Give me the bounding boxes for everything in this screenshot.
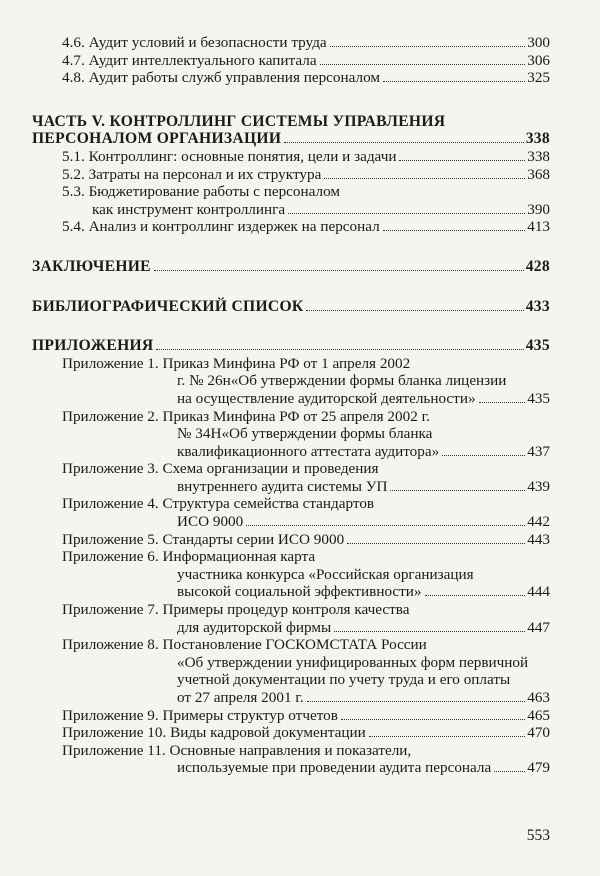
toc-entry-title: 5.1. Контроллинг: основные понятия, цели и задачи [62, 147, 397, 165]
toc-entry-title-cont: участника конкурса «Российская организация [177, 565, 474, 583]
dot-leader [154, 270, 524, 271]
toc-page-number: 442 [527, 513, 550, 531]
toc-entry-title-cont: как инструмент контроллинга [92, 200, 286, 218]
page-number: 553 [526, 827, 550, 844]
toc-heading [32, 258, 550, 276]
toc-appendix-entry [32, 707, 550, 725]
dot-leader [246, 525, 525, 526]
dot-leader [330, 46, 526, 47]
toc-entry-title-cont: квалификационного аттестата аудитора» [177, 442, 440, 460]
toc-entry-title: Приложение 2. Приказ Минфина РФ от 25 апреля 2002 г. [62, 407, 430, 425]
toc-entry-title-cont: на осуществление аудиторской деятельности» [177, 389, 476, 407]
toc-entry [32, 166, 550, 184]
toc-page-number: 479 [527, 759, 550, 777]
toc-entry-title: Приложение 1. Приказ Минфина РФ от 1 апреля 2002 [62, 354, 411, 372]
toc-page-number: 444 [527, 583, 550, 601]
toc-page-number: 338 [527, 147, 550, 165]
dot-leader [399, 160, 525, 161]
dot-leader [288, 213, 525, 214]
toc-entry [32, 34, 550, 52]
toc-entry-title-cont: № 34Н«Об утверждении формы бланка [177, 425, 433, 443]
toc-heading [32, 337, 550, 355]
spacer [32, 236, 550, 258]
toc-appendix-entry [32, 460, 550, 495]
toc-entry-title: Приложение 11. Основные направления и показатели, [62, 741, 412, 759]
toc-page-number: 439 [527, 477, 550, 495]
toc-page-number: 306 [527, 51, 550, 69]
dot-leader [383, 230, 525, 231]
toc-entry-title-cont: для аудиторской фирмы [177, 618, 332, 636]
toc-heading-title: ЗАКЛЮЧЕНИЕ [32, 257, 151, 275]
toc-entry [32, 69, 550, 87]
dot-leader [306, 310, 523, 311]
dot-leader [383, 81, 525, 82]
dot-leader [479, 402, 526, 403]
toc-heading-line: ПЕРСОНАЛОМ ОРГАНИЗАЦИИ [32, 130, 282, 148]
toc-entry [32, 52, 550, 70]
toc-part-heading [32, 113, 550, 148]
spacer [32, 276, 550, 298]
toc-page-number: 338 [525, 130, 550, 148]
toc-heading-title: БИБЛИОГРАФИЧЕСКИЙ СПИСОК [32, 297, 304, 315]
toc-entry-title: 5.3. Бюджетирование работы с персоналом [62, 183, 341, 201]
toc-entry-title-cont: используемые при проведении аудита персонала [177, 759, 492, 777]
toc-entry-title: Приложение 5. Стандарты серии ИСО 9000 [62, 530, 345, 548]
toc-page-number: 300 [527, 34, 550, 51]
toc-entry-title-cont: ИСО 9000 [177, 513, 244, 531]
toc-appendix-entry [32, 531, 550, 549]
toc-entry-title: Приложение 7. Примеры процедур контроля качества [62, 601, 410, 619]
toc-entry-title: Приложение 4. Структура семейства стандартов [62, 495, 375, 513]
toc-page-number: 447 [527, 618, 550, 636]
toc-entry-title: 5.2. Затраты на персонал и их структура [62, 165, 322, 183]
spacer [32, 315, 550, 337]
toc-appendix-entry [32, 495, 550, 530]
spacer [32, 87, 550, 113]
toc-entry [32, 183, 550, 218]
toc-appendix-entry [32, 636, 550, 706]
toc-entry [32, 148, 550, 166]
toc-heading [32, 298, 550, 316]
toc-entry-title-cont: внутреннего аудита системы УП [177, 477, 388, 495]
dot-leader [324, 178, 525, 179]
toc-appendix-entry [32, 724, 550, 742]
toc-entry-title-cont: «Об утверждении унифицированных форм первичной [177, 653, 529, 671]
toc-page-number: 435 [525, 337, 550, 355]
toc-entry-title: 4.8. Аудит работы служб управления персоналом [62, 69, 381, 87]
toc-page-number: 325 [527, 69, 550, 87]
toc-entry-title-cont: учетной документации по учету труда и его оплаты [177, 671, 511, 689]
dot-leader [442, 455, 525, 456]
toc-page-number: 368 [527, 165, 550, 183]
dot-leader [347, 543, 525, 544]
toc-entry-title-cont: высокой социальной эффективности» [177, 583, 422, 601]
toc-page-number: 428 [525, 257, 550, 275]
toc-entry-title: Приложение 8. Постановление ГОСКОМСТАТА России [62, 636, 427, 654]
toc-heading-title: ПРИЛОЖЕНИЯ [32, 337, 154, 355]
dot-leader [494, 771, 525, 772]
dot-leader [341, 719, 525, 720]
toc-entry-title: Приложение 3. Схема организации и проведения [62, 460, 379, 478]
toc-entry-title: 4.6. Аудит условий и безопасности труда [62, 34, 327, 51]
toc-page-number: 390 [527, 200, 550, 218]
dot-leader [369, 736, 525, 737]
toc-entry-title-cont: г. № 26н«Об утверждении формы бланка лицензии [177, 372, 507, 390]
toc-page-number: 463 [527, 689, 550, 706]
toc-entry-title: Приложение 10. Виды кадровой документации [62, 724, 366, 742]
dot-leader [425, 595, 526, 596]
toc-page-number: 465 [527, 706, 550, 724]
toc-appendix-entry [32, 548, 550, 601]
toc-appendix-entry [32, 601, 550, 636]
dot-leader [284, 142, 523, 143]
toc-page-number: 470 [527, 724, 550, 742]
toc-entry-title: 5.4. Анализ и контроллинг издержек на персонал [62, 218, 380, 236]
dot-leader [334, 631, 525, 632]
toc-page-number: 413 [527, 218, 550, 236]
toc-appendix-entry [32, 408, 550, 461]
toc-page-number: 443 [527, 530, 550, 548]
toc-entry-title: Приложение 6. Информационная карта [62, 548, 316, 566]
dot-leader [320, 64, 526, 65]
dot-leader [390, 490, 525, 491]
toc-heading-line: ЧАСТЬ V. КОНТРОЛЛИНГ СИСТЕМЫ УПРАВЛЕНИЯ [32, 112, 446, 130]
table-of-contents [32, 34, 550, 777]
toc-appendix-entry [32, 355, 550, 408]
dot-leader [156, 349, 523, 350]
toc-appendix-entry [32, 742, 550, 777]
dot-leader [307, 701, 526, 702]
toc-page-number: 437 [527, 442, 550, 460]
toc-entry-title-cont: от 27 апреля 2001 г. [177, 689, 304, 706]
toc-entry-title: Приложение 9. Примеры структур отчетов [62, 706, 338, 724]
toc-page-number: 435 [527, 389, 550, 407]
toc-entry [32, 218, 550, 236]
toc-entry-title: 4.7. Аудит интеллектуального капитала [62, 51, 317, 69]
toc-page-number: 433 [525, 297, 550, 315]
